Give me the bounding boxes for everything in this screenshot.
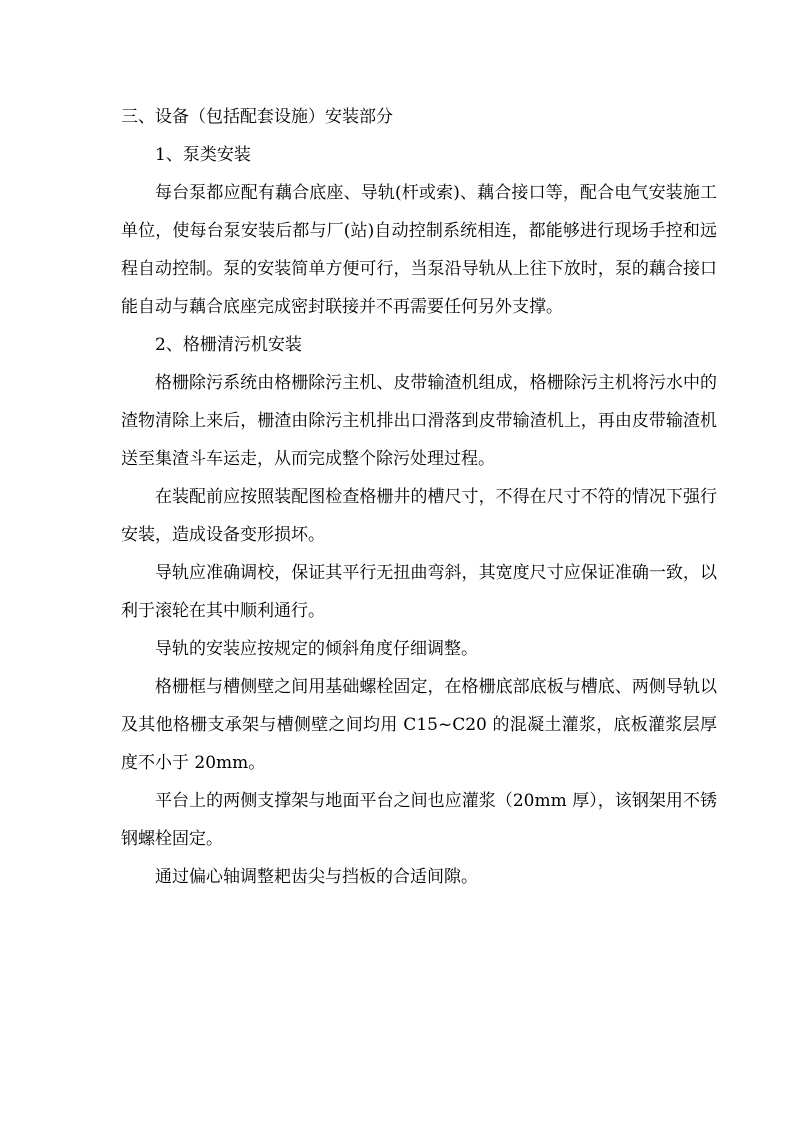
subsection-title-screen: 2、格栅清污机安装 [155, 335, 302, 355]
paragraph: 在装配前应按照装配图检查格栅井的槽尺寸，不得在尺寸不符的情况下强行安装，造成设备变形损坏。 [121, 487, 717, 545]
document-body [121, 98, 717, 896]
paragraph: 导轨应准确调校，保证其平行无扭曲弯斜，其宽度尺寸应保证准确一致，以利于滚轮在其中顺利通行。 [121, 563, 717, 621]
paragraph: 导轨的安装应按规定的倾斜角度仔细调整。 [155, 639, 478, 659]
paragraph: 每台泵都应配有藕合底座、导轨(杆或索)、藕合接口等，配合电气安装施工单位，使每台泵安装后都与厂(站)自动控制系统相连，都能够进行现场手控和远程自动控制。泵的安装简单方便可行，当泵沿导轨从上往下放时，泵的藕合接口能自动与藕合底座完成密封联接并不再需要任何另外支撑。 [121, 183, 717, 317]
section-title: 三、设备（包括配套设施）安装部分 [121, 107, 393, 127]
subsection-title-pump: 1、泵类安装 [155, 145, 251, 165]
paragraph: 通过偏心轴调整耙齿尖与挡板的合适间隙。 [155, 867, 478, 887]
paragraph: 平台上的两侧支撑架与地面平台之间也应灌浆（20mm 厚），该钢架用不锈钢螺栓固定。 [121, 791, 717, 849]
paragraph: 格栅除污系统由格栅除污主机、皮带输渣机组成，格栅除污主机将污水中的渣物清除上来后，栅渣由除污主机排出口滑落到皮带输渣机上，再由皮带输渣机送至集渣斗车运走，从而完成整个除污处理过程。 [121, 373, 717, 469]
paragraph: 格栅框与槽侧壁之间用基础螺栓固定，在格栅底部底板与槽底、两侧导轨以及其他格栅支承架与槽侧壁之间均用 C15~C20 的混凝土灌浆，底板灌浆层厚度不小于 20mm。 [121, 677, 717, 773]
